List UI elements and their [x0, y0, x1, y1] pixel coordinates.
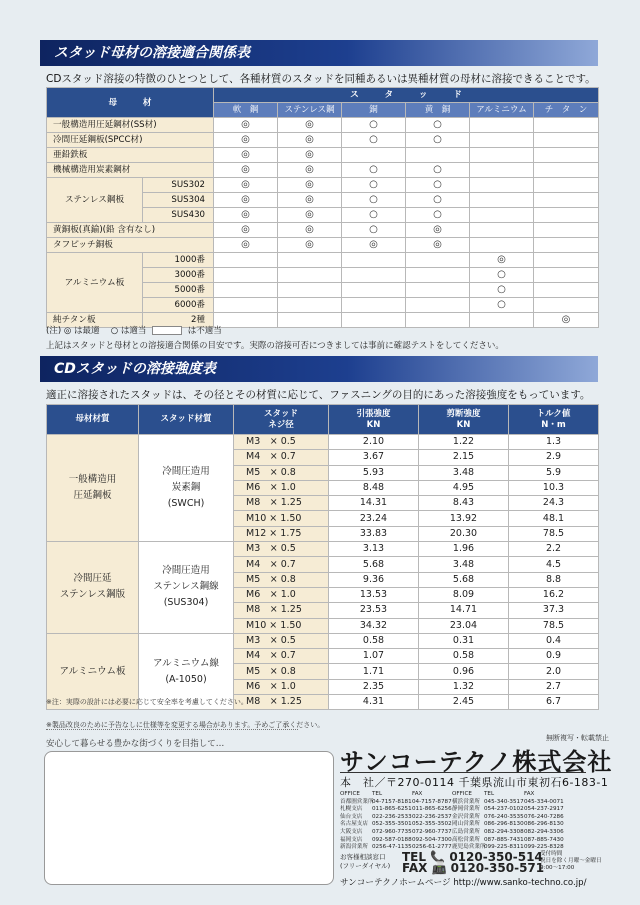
business-hours: 受付時間 祝日を除く月曜～金曜日 9:00～17:00 [540, 851, 602, 871]
strength-value-cell: 5.68 [419, 572, 509, 587]
compatibility-mark: ○ [342, 208, 406, 223]
office-cell: TEL [372, 791, 383, 797]
thread-size-cell: M6 × 1.0 [234, 679, 329, 694]
strength-value-cell: 1.32 [419, 679, 509, 694]
compatibility-mark [470, 148, 534, 163]
legend-ok: は適当 [120, 326, 147, 336]
compatibility-mark: ◎ [534, 313, 599, 328]
table-row [47, 163, 599, 178]
thread-size-cell: M6 × 1.0 [234, 480, 329, 495]
strength-value-cell: 5.93 [329, 465, 419, 480]
strength-value-cell: 24.3 [509, 496, 599, 511]
thread-size-cell: M8 × 1.25 [234, 603, 329, 618]
strength-value-cell: 1.96 [419, 542, 509, 557]
strength-value-cell: 1.07 [329, 649, 419, 664]
compatibility-mark [534, 133, 599, 148]
thread-size-cell: M5 × 0.8 [234, 572, 329, 587]
section-intro-compatibility: CDスタッド溶接の特徴のひとつとして、各種材質のスタッドを同種あるいは異種材質の母材に溶接できることです。 [46, 73, 596, 85]
office-cell: 052-355-3501 [372, 821, 412, 828]
compatibility-mark: ○ [342, 163, 406, 178]
compatibility-mark: ◎ [278, 163, 342, 178]
thread-size-cell: M5 × 0.8 [234, 664, 329, 679]
compatibility-mark [470, 118, 534, 133]
compatibility-mark [534, 298, 599, 313]
base-material-cell: 冷間圧延 ステンレス鋼版 [47, 542, 139, 634]
compatibility-mark [278, 253, 342, 268]
thread-size-cell: M3 × 0.5 [234, 542, 329, 557]
office-cell: 099-225-8311 [484, 844, 524, 851]
strength-value-cell: 3.13 [329, 542, 419, 557]
compatibility-mark: ○ [470, 283, 534, 298]
office-cell: FAX [524, 791, 535, 797]
strength-value-cell: 23.24 [329, 511, 419, 526]
thread-size-cell: M10 × 1.50 [234, 618, 329, 633]
compatibility-mark [470, 193, 534, 208]
strength-value-cell: 5.68 [329, 557, 419, 572]
header-base-material: 母 材 [47, 88, 214, 118]
compatibility-mark: ○ [342, 223, 406, 238]
compatibility-mark [214, 283, 278, 298]
table-row [47, 542, 599, 557]
strength-value-cell: 13.53 [329, 587, 419, 602]
base-material-cell: 黄銅板(真鍮)(鉛 含有なし) [47, 223, 214, 238]
office-cell: 横浜営業所 [452, 798, 480, 805]
compatibility-mark [278, 283, 342, 298]
office-cell: 087-885-7430 [524, 836, 564, 843]
strength-value-cell: 0.4 [509, 633, 599, 648]
compatibility-mark [470, 223, 534, 238]
strength-header: 引張強度 KN [329, 405, 419, 435]
stud-material-cell: 冷間圧造用 ステンレス鋼線 (SUS304) [139, 542, 234, 634]
strength-value-cell: 5.9 [509, 465, 599, 480]
compatibility-mark: ◎ [214, 208, 278, 223]
stud-type-header: 黄 銅 [406, 103, 470, 118]
compatibility-mark [534, 253, 599, 268]
strength-value-cell: 0.9 [509, 649, 599, 664]
strength-value-cell: 48.1 [509, 511, 599, 526]
office-cell: 新潟営業所 [340, 844, 368, 851]
stud-material-cell: 冷間圧造用 炭素鋼 (SWCH) [139, 435, 234, 542]
office-cell: 04-7157-8181 [372, 798, 412, 805]
material-group-cell: ステンレス鋼板 [47, 178, 143, 223]
compatibility-mark [214, 253, 278, 268]
thread-size-cell: M6 × 1.0 [234, 587, 329, 602]
office-cell: 076-240-3535 [484, 813, 524, 820]
office-row [340, 829, 588, 837]
strength-value-cell: 78.5 [509, 618, 599, 633]
strength-value-cell: 78.5 [509, 526, 599, 541]
thread-size-cell: M4 × 0.7 [234, 557, 329, 572]
strength-value-cell: 8.09 [419, 587, 509, 602]
compatibility-mark: ◎ [214, 163, 278, 178]
office-row [340, 806, 588, 814]
compatibility-mark [534, 118, 599, 133]
material-group-cell: アルミニウム板 [47, 253, 143, 313]
compatibility-mark [406, 268, 470, 283]
compatibility-mark [470, 163, 534, 178]
strength-value-cell: 3.48 [419, 557, 509, 572]
legend-ok-symbol: ○ [110, 326, 119, 336]
thread-size-cell: M5 × 0.8 [234, 465, 329, 480]
office-cell: 岡山営業所 [452, 821, 480, 828]
tagline: 安心して暮らせる豊かな街づくりを目指して… [46, 739, 225, 749]
compatibility-mark [278, 298, 342, 313]
compatibility-mark: ◎ [278, 133, 342, 148]
office-row [340, 791, 588, 799]
office-cell: OFFICE [340, 791, 360, 797]
base-material-cell: 冷間圧延鋼板(SPCC材) [47, 133, 214, 148]
office-cell: 052-355-3502 [412, 821, 452, 828]
strength-value-cell: 0.58 [329, 633, 419, 648]
stud-type-header: チ タ ン [534, 103, 599, 118]
compatibility-mark: ◎ [214, 133, 278, 148]
thread-size-cell: M10 × 1.50 [234, 511, 329, 526]
strength-value-cell: 0.58 [419, 649, 509, 664]
thread-size-cell: M3 × 0.5 [234, 435, 329, 450]
office-cell: 022-236-2533 [372, 813, 412, 820]
strength-value-cell: 0.96 [419, 664, 509, 679]
material-group-cell: 純チタン板 [47, 313, 143, 328]
legend-note: (注) [46, 326, 62, 336]
strength-value-cell: 37.3 [509, 603, 599, 618]
strength-value-cell: 2.2 [509, 542, 599, 557]
office-cell: 静岡営業所 [452, 806, 480, 813]
dealer-stamp-box [44, 751, 334, 885]
compatibility-mark [470, 133, 534, 148]
compatibility-mark: ◎ [342, 238, 406, 253]
strength-value-cell: 1.3 [509, 435, 599, 450]
office-cell: 福岡支店 [340, 836, 363, 843]
table-row [47, 253, 599, 268]
office-cell: 045-340-3517 [484, 798, 524, 805]
company-divider [340, 772, 586, 773]
compatibility-mark: ◎ [278, 193, 342, 208]
compatibility-mark [342, 148, 406, 163]
compatibility-mark: ○ [406, 118, 470, 133]
compatibility-mark: ○ [406, 133, 470, 148]
dotted-divider [46, 729, 298, 730]
office-cell: 086-296-8130 [484, 821, 524, 828]
office-cell: 首都圏営業所 [340, 798, 374, 805]
compatibility-mark [278, 313, 342, 328]
thread-size-cell: M4 × 0.7 [234, 649, 329, 664]
compatibility-mark: ○ [342, 178, 406, 193]
compatibility-mark: ○ [406, 163, 470, 178]
material-grade-cell: SUS430 [143, 208, 214, 223]
office-cell: 082-294-3308 [484, 828, 524, 835]
base-material-cell: 一般構造用圧延鋼材(SS材) [47, 118, 214, 133]
table-row [47, 238, 599, 253]
office-cell: 076-240-7286 [524, 813, 564, 820]
strength-value-cell: 4.5 [509, 557, 599, 572]
compatibility-mark [534, 148, 599, 163]
strength-value-cell: 2.9 [509, 450, 599, 465]
office-cell: 札幌支店 [340, 806, 363, 813]
compatibility-mark [406, 148, 470, 163]
office-cell: 広島営業所 [452, 828, 480, 835]
thread-size-cell: M4 × 0.7 [234, 450, 329, 465]
base-material-cell: アルミニウム板 [47, 633, 139, 709]
office-cell: 099-225-8328 [524, 844, 564, 851]
compatibility-mark [342, 298, 406, 313]
compatibility-mark [470, 178, 534, 193]
office-cell: 011-865-6251 [372, 806, 412, 813]
office-cell: 名古屋支店 [340, 821, 368, 828]
office-cell: FAX [412, 791, 423, 797]
compatibility-mark: ○ [470, 268, 534, 283]
strength-table [46, 404, 599, 710]
strength-value-cell: 6.7 [509, 695, 599, 710]
strength-header: 剪断強度 KN [419, 405, 509, 435]
stud-type-header: 軟 鋼 [214, 103, 278, 118]
table-row [47, 133, 599, 148]
strength-value-cell: 8.48 [329, 480, 419, 495]
compatibility-mark [534, 163, 599, 178]
compatibility-mark: ○ [406, 193, 470, 208]
compatibility-mark: ○ [342, 133, 406, 148]
strength-value-cell: 23.04 [419, 618, 509, 633]
compatibility-mark: ◎ [278, 118, 342, 133]
compatibility-mark [214, 298, 278, 313]
rights-notice: 無断複写・転載禁止 [546, 734, 609, 742]
stud-type-header: ステンレス鋼 [278, 103, 342, 118]
compatibility-mark [534, 283, 599, 298]
strength-value-cell: 14.71 [419, 603, 509, 618]
table-row [47, 223, 599, 238]
strength-value-cell: 33.83 [329, 526, 419, 541]
compatibility-mark [534, 268, 599, 283]
strength-header: スタッド材質 [139, 405, 234, 435]
office-cell: 087-885-7431 [484, 836, 524, 843]
office-cell: 072-960-7737 [412, 828, 452, 835]
strength-value-cell: 3.67 [329, 450, 419, 465]
office-cell: 金沢営業所 [452, 813, 480, 820]
section-title-compatibility: スタッド母材の溶接適合関係表 [40, 40, 598, 66]
strength-value-cell: 2.15 [419, 450, 509, 465]
strength-value-cell: 9.36 [329, 572, 419, 587]
strength-value-cell: 8.8 [509, 572, 599, 587]
compatibility-mark [534, 238, 599, 253]
compatibility-mark: ○ [406, 208, 470, 223]
strength-value-cell: 16.2 [509, 587, 599, 602]
compatibility-mark [342, 253, 406, 268]
stud-type-header: アルミニウム [470, 103, 534, 118]
compatibility-mark: ◎ [214, 238, 278, 253]
strength-header: 母材材質 [47, 405, 139, 435]
website-link[interactable]: サンコーテクノホームページ http://www.sanko-techno.co.jp/ [340, 878, 587, 888]
office-cell: 0256-47-1135 [372, 844, 412, 851]
office-cell: 092-587-0188 [372, 836, 412, 843]
base-material-cell: 機械構造用炭素鋼材 [47, 163, 214, 178]
compatibility-table [46, 87, 599, 328]
table-row [47, 178, 599, 193]
tel-number: TEL 📞 0120-350-514 [402, 850, 543, 864]
office-cell: 082-294-3306 [524, 828, 564, 835]
compatibility-mark: ◎ [278, 148, 342, 163]
section-intro-strength: 適正に溶接されたスタッドは、その径とその材質に応じて、ファスニングの目的にあった溶接強度をもっています。 [46, 389, 591, 401]
compatibility-mark: ◎ [278, 223, 342, 238]
compatibility-mark [534, 208, 599, 223]
compatibility-mark [534, 178, 599, 193]
thread-size-cell: M8 × 1.25 [234, 496, 329, 511]
table-row [47, 118, 599, 133]
compatibility-mark: ○ [342, 118, 406, 133]
legend-best: は最適 [73, 326, 100, 336]
fax-number: FAX 📠 0120-350-571 [402, 861, 545, 875]
compatibility-mark: ○ [342, 193, 406, 208]
base-material-cell: タフピッチ銅板 [47, 238, 214, 253]
strength-value-cell: 1.71 [329, 664, 419, 679]
base-material-cell: 一般構造用 圧延鋼板 [47, 435, 139, 542]
compatibility-mark [534, 193, 599, 208]
compatibility-mark: ◎ [406, 238, 470, 253]
strength-value-cell: 14.31 [329, 496, 419, 511]
compatibility-mark [470, 208, 534, 223]
material-grade-cell: 6000番 [143, 298, 214, 313]
strength-value-cell: 10.3 [509, 480, 599, 495]
section-title-strength: CDスタッドの溶接強度表 [40, 356, 598, 382]
office-cell: 054-237-0102 [484, 806, 524, 813]
strength-value-cell: 2.35 [329, 679, 419, 694]
compatibility-mark [214, 313, 278, 328]
table-row [47, 435, 599, 450]
compatibility-mark: ◎ [214, 178, 278, 193]
office-list [340, 791, 588, 852]
office-cell: 092-504-7300 [412, 836, 452, 843]
office-cell: 鹿児島営業所 [452, 844, 486, 851]
compatibility-mark [406, 253, 470, 268]
office-cell: 045-334-0071 [524, 798, 564, 805]
material-grade-cell: 3000番 [143, 268, 214, 283]
strength-value-cell: 1.22 [419, 435, 509, 450]
header-stud: ス タ ッ ド [214, 88, 599, 103]
strength-value-cell: 13.92 [419, 511, 509, 526]
office-cell: 0256-61-2777 [412, 844, 452, 851]
strength-header: トルク値 N・m [509, 405, 599, 435]
compatibility-mark [406, 283, 470, 298]
headquarters-address: 本 社／〒270-0114 千葉県流山市東初石6-183-1 [340, 776, 609, 789]
strength-value-cell: 2.0 [509, 664, 599, 679]
legend [46, 324, 222, 336]
thread-size-cell: M12 × 1.75 [234, 526, 329, 541]
strength-header: スタッド ネジ径 [234, 405, 329, 435]
strength-value-cell: 0.31 [419, 633, 509, 648]
compatibility-mark: ○ [406, 178, 470, 193]
office-cell: 022-236-2537 [412, 813, 452, 820]
stud-material-cell: アルミニウム線 (A-1050) [139, 633, 234, 709]
compatibility-mark: ◎ [214, 193, 278, 208]
office-row [340, 821, 588, 829]
compatibility-mark: ◎ [278, 238, 342, 253]
office-cell: OFFICE [452, 791, 472, 797]
office-cell: TEL [484, 791, 495, 797]
strength-note: ※注：実際の設計には必要に応じて安全率を考慮してください。 [46, 698, 248, 706]
office-cell: 086-296-8130 [524, 821, 564, 828]
material-grade-cell: SUS304 [143, 193, 214, 208]
compatibility-mark [470, 238, 534, 253]
table-row [47, 633, 599, 648]
compatibility-mark [342, 283, 406, 298]
table-row [47, 148, 599, 163]
compatibility-mark: ◎ [214, 148, 278, 163]
strength-value-cell: 4.95 [419, 480, 509, 495]
compatibility-mark: ◎ [470, 253, 534, 268]
compatibility-mark [406, 298, 470, 313]
material-grade-cell: 5000番 [143, 283, 214, 298]
compatibility-mark [470, 313, 534, 328]
company-name: サンコーテクノ株式会社 [340, 748, 613, 776]
stud-type-header: 銅 [342, 103, 406, 118]
compatibility-mark: ◎ [214, 118, 278, 133]
material-grade-cell: 2種 [143, 313, 214, 328]
compatibility-mark [214, 268, 278, 283]
contact-label: お客様相談窓口 (フリーダイヤル) [340, 853, 391, 870]
strength-value-cell: 23.53 [329, 603, 419, 618]
office-cell: 011-865-6256 [412, 806, 452, 813]
strength-value-cell: 8.43 [419, 496, 509, 511]
compatibility-footnote: 上記はスタッドと母材との溶接適合関係の目安です。実際の溶接可否につきましては事前に確認テストをしてください。 [46, 341, 504, 351]
thread-size-cell: M8 × 1.25 [234, 695, 329, 710]
improvement-note: ※製品改良のために予告なしに仕様等を変更する場合があります。予めご了承ください。 [46, 721, 325, 729]
material-grade-cell: SUS302 [143, 178, 214, 193]
strength-value-cell: 2.10 [329, 435, 419, 450]
compatibility-mark: ◎ [278, 178, 342, 193]
office-cell: 054-237-2917 [524, 806, 564, 813]
strength-value-cell: 2.45 [419, 695, 509, 710]
strength-value-cell: 4.31 [329, 695, 419, 710]
compatibility-mark: ◎ [214, 223, 278, 238]
compatibility-mark [278, 268, 342, 283]
compatibility-mark [342, 313, 406, 328]
compatibility-mark [406, 313, 470, 328]
legend-best-symbol: ◎ [63, 326, 72, 336]
legend-blank-box [152, 326, 182, 335]
compatibility-mark: ○ [470, 298, 534, 313]
strength-value-cell: 20.30 [419, 526, 509, 541]
strength-value-cell: 34.32 [329, 618, 419, 633]
office-cell: 04-7157-8787 [412, 798, 452, 805]
strength-value-cell: 2.7 [509, 679, 599, 694]
thread-size-cell: M3 × 0.5 [234, 633, 329, 648]
strength-value-cell: 3.48 [419, 465, 509, 480]
compatibility-mark: ◎ [406, 223, 470, 238]
compatibility-mark [534, 223, 599, 238]
office-cell: 高松営業所 [452, 836, 480, 843]
office-cell: 大阪支店 [340, 828, 363, 835]
material-grade-cell: 1000番 [143, 253, 214, 268]
office-cell: 仙台支店 [340, 813, 363, 820]
compatibility-mark [342, 268, 406, 283]
legend-na: は不適当 [187, 326, 222, 336]
office-cell: 072-960-7735 [372, 828, 412, 835]
base-material-cell: 亜鉛鉄板 [47, 148, 214, 163]
compatibility-mark: ◎ [278, 208, 342, 223]
